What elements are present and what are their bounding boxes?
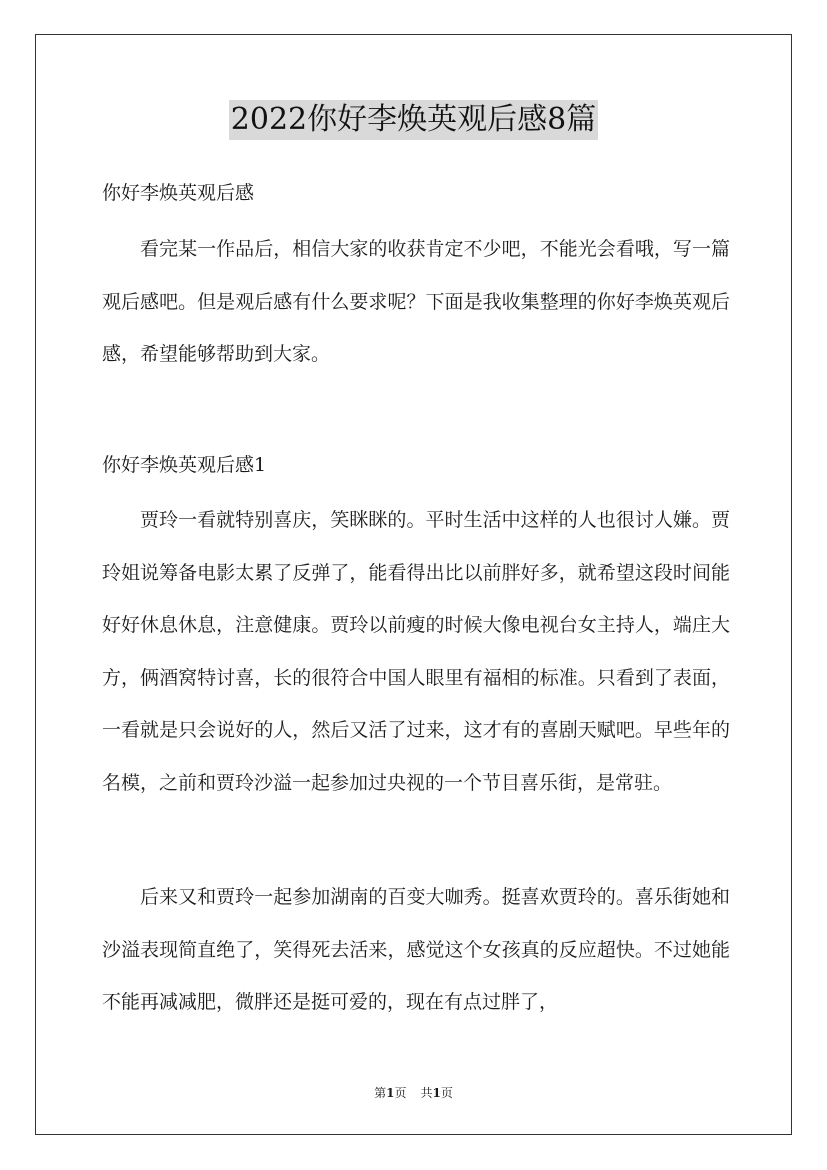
intro-heading: 你好李焕英观后感 bbox=[102, 182, 255, 204]
page-suffix: 页 bbox=[394, 1086, 407, 1100]
total-number: 1 bbox=[432, 1086, 441, 1100]
total-prefix: 共 bbox=[420, 1086, 433, 1100]
section-heading: 你好李焕英观后感1 bbox=[102, 454, 267, 476]
page-footer bbox=[0, 1085, 827, 1101]
section-paragraph-2: 后来又和贾玲一起参加湖南的百变大咖秀。挺喜欢贾玲的。喜乐街她和沙溢表现简直绝了，笑得死去活来，感觉这个女孩真的反应超快。不过她能不能再减减肥，微胖还是挺可爱的，现在有点过胖了， bbox=[102, 886, 730, 1014]
total-suffix: 页 bbox=[440, 1086, 453, 1100]
intro-paragraph: 看完某一作品后，相信大家的收获肯定不少吧，不能光会看哦，写一篇观后感吧。但是观后感有什么要求呢？下面是我收集整理的你好李焕英观后感，希望能够帮助到大家。 bbox=[102, 238, 730, 366]
page-prefix: 第 bbox=[374, 1086, 387, 1100]
section-paragraph-1: 贾玲一看就特别喜庆，笑眯眯的。平时生活中这样的人也很讨人嫌。贾玲姐说筹备电影太累了反弹了，能看得出比以前胖好多，就希望这段时间能好好休息休息，注意健康。贾玲以前瘦的时候大像电视台女主持人，端庄大方，俩酒窝特讨喜，长的很符合中国人眼里有福相的标准。只看到了表面，一看就是只会说好的人，然后又活了过来，这才有的喜剧天赋吧。早些年的名模，之前和贾玲沙溢一起参加过央视的一个节目喜乐街，是常驻。 bbox=[102, 509, 730, 794]
title-container bbox=[0, 100, 827, 140]
document-title: 2022你好李焕英观后感8篇 bbox=[229, 100, 598, 140]
page-number: 1 bbox=[386, 1086, 395, 1100]
